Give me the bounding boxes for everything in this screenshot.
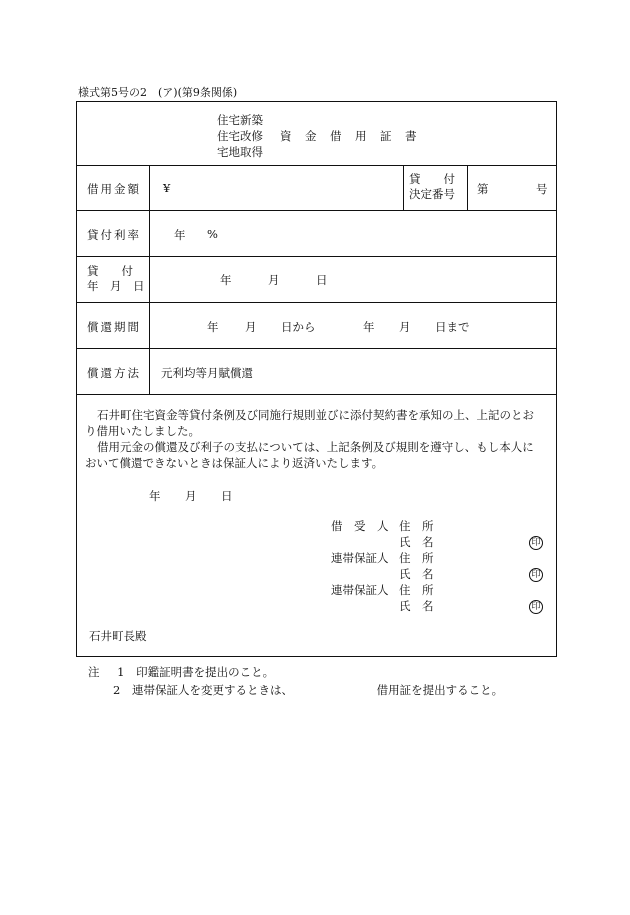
guarantor2-address: 住 所 (399, 583, 434, 597)
period-to-day: 日まで (435, 320, 470, 334)
guarantor2-name: 氏 名 (399, 599, 434, 613)
period-label: 償還期間 (87, 320, 141, 334)
period-from-day: 日から (281, 320, 316, 334)
title-option-renovation: 住宅改修 (217, 129, 263, 143)
note-2-text-a: 連帯保証人を変更するときは、 (131, 683, 293, 697)
guarantor2-seal-icon: 印 (529, 600, 543, 614)
method-label: 償還方法 (87, 366, 141, 380)
sign-date-year: 年 (149, 489, 161, 503)
guarantor1-label: 連帯保証人 (331, 551, 389, 565)
sign-date-day: 日 (221, 489, 233, 503)
decision-number-label: 貸 付 決定番号 (409, 172, 455, 201)
amount-value: ¥ (163, 181, 171, 195)
note-2 (113, 682, 503, 698)
body-para2-line1: 借用元金の償還及び利子の支払については、上記条例及び規則を遵守し、もし本人に (97, 440, 534, 454)
rate-label: 貸付利率 (87, 228, 141, 242)
body-para1-line2: り借用いたしました。 (85, 424, 200, 438)
note-2-number: 2 (113, 683, 121, 697)
title-options (217, 112, 263, 160)
loan-date-month: 月 (268, 273, 280, 287)
form-label: 様式第5号の2 (ア)(第9条関係) (78, 86, 238, 99)
borrower-address: 住 所 (399, 519, 434, 533)
period-from-month: 月 (245, 320, 257, 334)
loan-date-year: 年 (220, 273, 232, 287)
body-para2-line2: おいて償還できないときは保証人により返済いたします。 (85, 456, 384, 470)
guarantor1-seal-icon: 印 (529, 568, 543, 582)
number-suffix: 号 (536, 182, 548, 196)
rate-year: 年 (174, 228, 186, 242)
guarantor1-name: 氏 名 (399, 567, 434, 581)
note-1-text: 印鑑証明書を提出のこと。 (136, 665, 275, 679)
loan-date-day: 日 (316, 273, 328, 287)
method-value: 元利均等月賦償還 (161, 366, 253, 380)
number-prefix: 第 (477, 182, 489, 196)
guarantor1-address: 住 所 (399, 551, 434, 565)
period-to-year: 年 (363, 320, 375, 334)
body-para1-line1: 石井町住宅資金等貸付条例及び同施行規則並びに添付契約書を承知の上、上記のとお (97, 408, 534, 422)
guarantor2-label: 連帯保証人 (331, 583, 389, 597)
note-1-number: 1 (117, 665, 125, 679)
title-option-land: 宅地取得 (217, 145, 263, 159)
notes-prefix: 注 (88, 665, 100, 679)
rate-percent: % (207, 227, 218, 241)
period-from-year: 年 (207, 320, 219, 334)
borrower-seal-icon: 印 (529, 536, 543, 550)
period-to-month: 月 (399, 320, 411, 334)
addressee: 石井町長殿 (89, 629, 147, 643)
amount-label: 借用金額 (87, 182, 141, 196)
title-option-new: 住宅新築 (217, 113, 263, 127)
form-frame (76, 101, 557, 657)
notes (88, 664, 274, 680)
loan-date-label: 貸 付 年 月 日 (87, 264, 145, 293)
form-title: 資 金 借 用 証 書 (280, 129, 418, 143)
borrower-name: 氏 名 (399, 535, 434, 549)
note-2-text-b: 借用証を提出すること。 (376, 683, 504, 697)
borrower-label: 借 受 人 (331, 519, 389, 533)
sign-date-month: 月 (185, 489, 197, 503)
